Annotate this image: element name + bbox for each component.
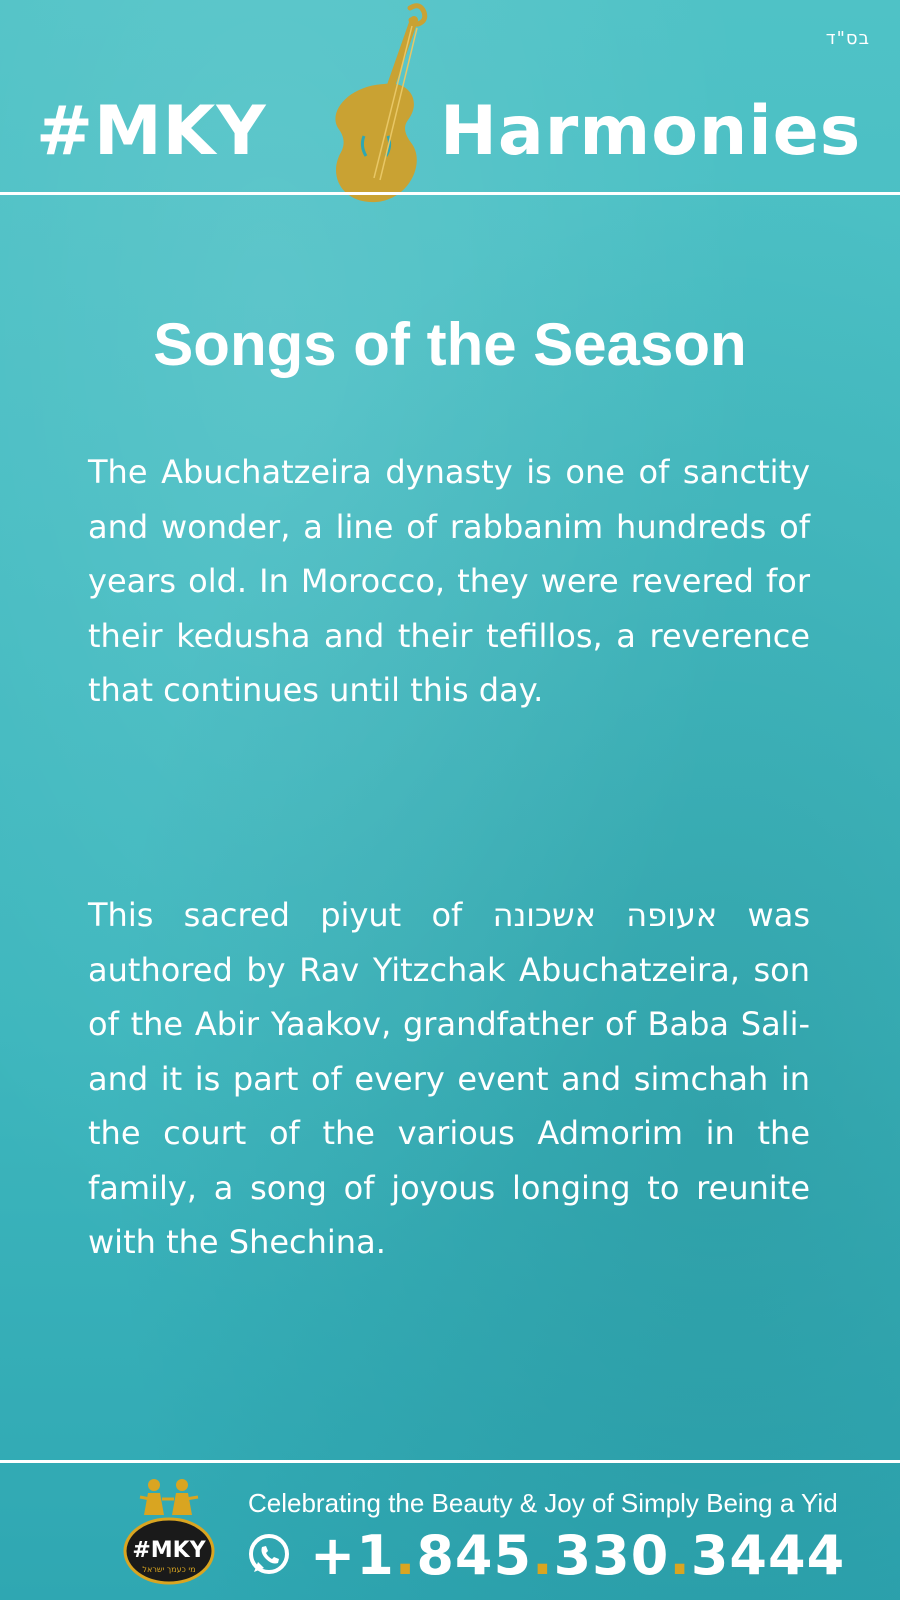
- logo-text: #MKY: [132, 1538, 206, 1563]
- mky-logo: [120, 1475, 218, 1585]
- hebrew-tag: בס"ד: [825, 28, 870, 49]
- tagline: Celebrating the Beauty & Joy of Simply Being a Yid: [248, 1488, 838, 1518]
- page-title: Songs of the Season: [153, 311, 747, 378]
- phone-part: 330: [553, 1523, 670, 1587]
- phone-part: 845: [416, 1523, 533, 1587]
- brand-mky: #MKY: [36, 92, 267, 171]
- violin-icon: [318, 2, 438, 207]
- paragraph-2: This sacred piyut of אעופה אשכונה was authored by Rav Yitzchak Abuchatzeira, son of the Abir Yaakov, grandfather of Baba Sali- and it is part of every event and simchah in the court of the various Admorim in the family, a song of joyous longing to reunite with the Shechina.: [88, 896, 811, 1261]
- header-divider: [0, 192, 900, 195]
- footer-divider: [0, 1460, 900, 1463]
- phone-row: [246, 1520, 845, 1590]
- phone-dot: .: [394, 1523, 417, 1587]
- brand-harmonies: Harmonies: [440, 92, 862, 171]
- phone-dot: .: [669, 1523, 691, 1587]
- phone-number[interactable]: [310, 1524, 845, 1587]
- header: [0, 0, 900, 200]
- paragraph-1: The Abuchatzeira dynasty is one of sanctity and wonder, a line of rabbanim hundreds of years old. In Morocco, they were revered for their kedusha and their tefillos, a reverence that continues until this day.: [88, 453, 810, 709]
- phone-part: +1: [310, 1523, 395, 1587]
- phone-dot: .: [532, 1523, 554, 1587]
- phone-part: 3444: [690, 1523, 846, 1587]
- whatsapp-icon[interactable]: [246, 1532, 292, 1578]
- logo-subtext: מי כעמך ישראל: [142, 1565, 196, 1574]
